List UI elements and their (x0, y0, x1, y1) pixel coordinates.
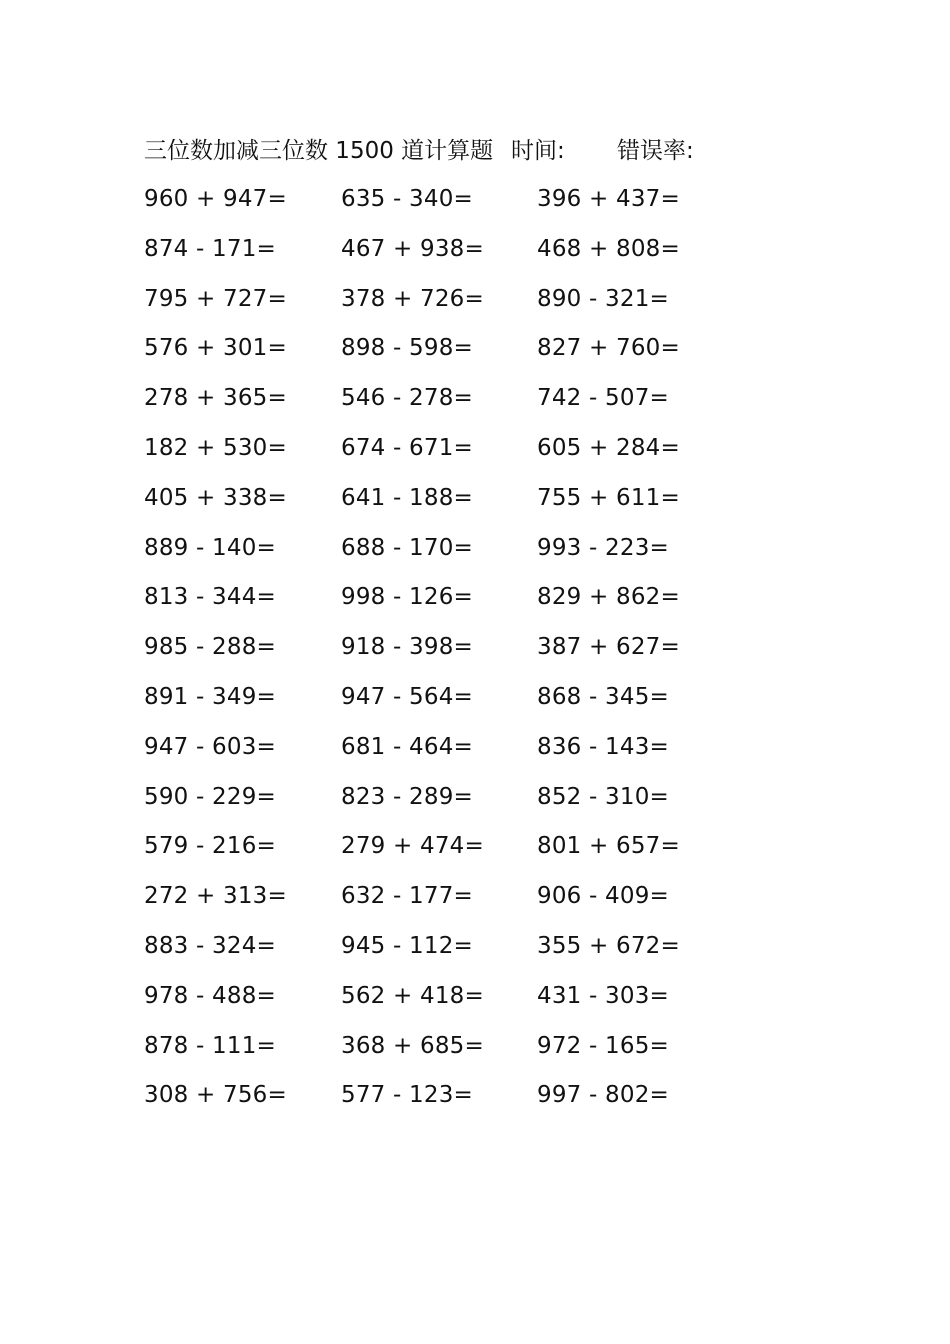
problem-item: 960 + 947= (144, 186, 287, 212)
problem-item: 279 + 474= (341, 833, 484, 860)
problem-item: 562 + 418= (341, 982, 484, 1009)
problem-item: 829 + 862= (537, 584, 680, 611)
problem-item: 688 - 170= (341, 534, 473, 561)
problem-row (144, 879, 744, 929)
problem-item: 674 - 671= (341, 434, 473, 461)
problem-item: 836 - 143= (537, 733, 669, 760)
problem-row (144, 481, 744, 531)
problem-item: 396 + 437= (537, 186, 680, 212)
problem-item: 972 - 165= (537, 1032, 669, 1059)
problem-row (144, 680, 744, 730)
problem-item: 632 - 177= (341, 883, 473, 910)
problem-item: 878 - 111= (144, 1032, 276, 1059)
worksheet-header (144, 134, 784, 168)
problem-row (144, 282, 744, 332)
problem-row (144, 381, 744, 431)
problem-item: 378 + 726= (341, 285, 484, 312)
problem-item: 405 + 338= (144, 484, 287, 511)
problem-row (144, 630, 744, 680)
problem-item: 827 + 760= (537, 335, 680, 362)
problem-item: 368 + 685= (341, 1032, 484, 1059)
problem-row (144, 580, 744, 630)
problem-item: 985 - 288= (144, 634, 276, 661)
problem-item: 546 - 278= (341, 385, 473, 412)
problem-item: 801 + 657= (537, 833, 680, 860)
problem-item: 852 - 310= (537, 783, 669, 810)
problem-item: 947 - 603= (144, 733, 276, 760)
problem-item: 898 - 598= (341, 335, 473, 362)
problem-row (144, 1029, 744, 1079)
problem-item: 947 - 564= (341, 683, 473, 710)
problem-item: 755 + 611= (537, 484, 680, 511)
problem-item: 918 - 398= (341, 634, 473, 661)
problem-item: 868 - 345= (537, 683, 669, 710)
problem-item: 795 + 727= (144, 285, 287, 312)
problem-row (144, 730, 744, 780)
problem-item: 823 - 289= (341, 783, 473, 810)
problem-item: 576 + 301= (144, 335, 287, 362)
problem-item: 906 - 409= (537, 883, 669, 910)
problem-item: 945 - 112= (341, 932, 473, 959)
problem-item: 641 - 188= (341, 484, 473, 511)
problem-item: 272 + 313= (144, 883, 287, 910)
problem-item: 590 - 229= (144, 783, 276, 810)
error-rate-label: 错误率: (617, 138, 694, 164)
worksheet-title: 三位数加减三位数 1500 道计算题 (144, 138, 494, 164)
problem-row (144, 1078, 744, 1128)
problem-row (144, 780, 744, 830)
problem-item: 891 - 349= (144, 683, 276, 710)
problem-row (144, 531, 744, 581)
problem-item: 993 - 223= (537, 534, 669, 561)
problem-item: 742 - 507= (537, 385, 669, 412)
problem-item: 579 - 216= (144, 833, 276, 860)
problem-item: 467 + 938= (341, 235, 484, 262)
problem-item: 605 + 284= (537, 434, 680, 461)
time-label: 时间: (511, 138, 565, 164)
problem-item: 978 - 488= (144, 982, 276, 1009)
problem-item: 635 - 340= (341, 186, 473, 212)
problem-row (144, 331, 744, 381)
problem-row (144, 232, 744, 282)
problem-item: 577 - 123= (341, 1082, 473, 1109)
problem-item: 182 + 530= (144, 434, 287, 461)
problem-row (144, 182, 744, 232)
problem-row (144, 979, 744, 1029)
problem-item: 431 - 303= (537, 982, 669, 1009)
problem-item: 890 - 321= (537, 285, 669, 312)
problem-row (144, 829, 744, 879)
problem-item: 997 - 802= (537, 1082, 669, 1109)
problem-item: 681 - 464= (341, 733, 473, 760)
problem-item: 813 - 344= (144, 584, 276, 611)
problem-item: 468 + 808= (537, 235, 680, 262)
problem-item: 889 - 140= (144, 534, 276, 561)
problem-row (144, 929, 744, 979)
problem-item: 278 + 365= (144, 385, 287, 412)
problem-item: 308 + 756= (144, 1082, 287, 1109)
problem-item: 998 - 126= (341, 584, 473, 611)
problem-item: 883 - 324= (144, 932, 276, 959)
problem-item: 874 - 171= (144, 235, 276, 262)
problem-item: 355 + 672= (537, 932, 680, 959)
problem-grid (144, 182, 744, 1128)
problem-item: 387 + 627= (537, 634, 680, 661)
problem-row (144, 431, 744, 481)
